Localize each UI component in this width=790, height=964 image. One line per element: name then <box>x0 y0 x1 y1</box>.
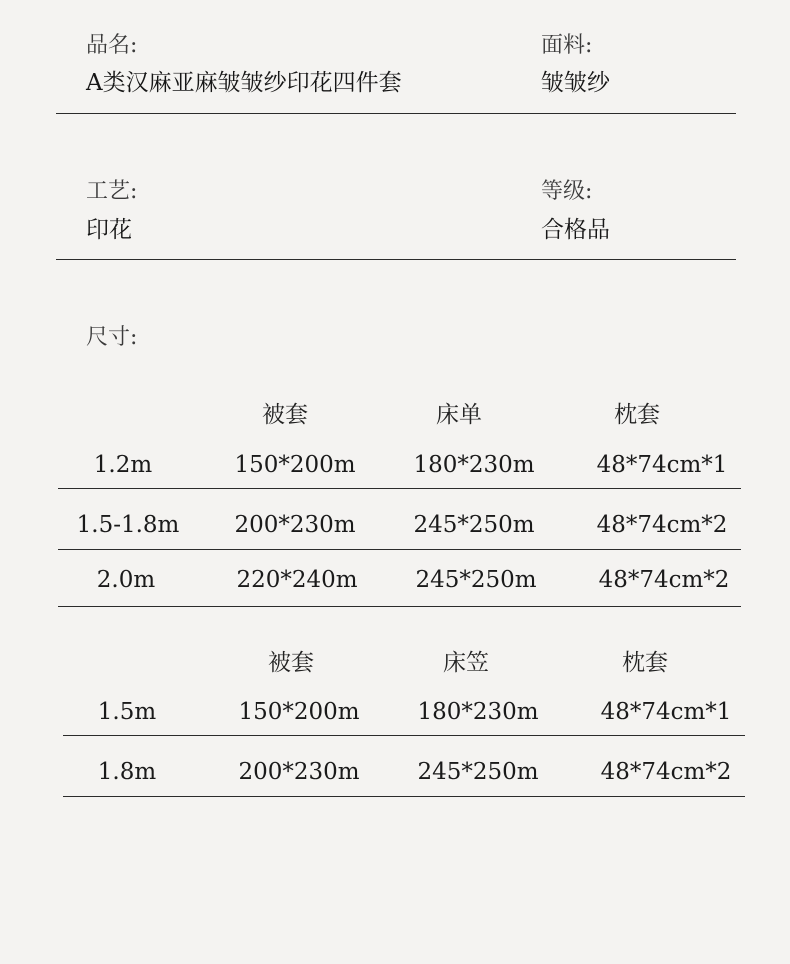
table-cell-size: 1.5m <box>97 699 157 725</box>
table-cell-sheet: 245*250m <box>415 567 537 593</box>
table-row-divider <box>63 735 745 736</box>
table-cell-duvet: 150*200m <box>238 699 360 725</box>
table-cell-size: 2.0m <box>96 567 156 593</box>
table-cell-sheet: 245*250m <box>417 759 539 785</box>
table-cell-size: 1.5-1.8m <box>76 512 180 538</box>
table-header: 枕套 <box>614 402 660 428</box>
craft-label: 工艺: <box>86 179 138 204</box>
table-header: 床单 <box>436 402 482 428</box>
table-cell-pillow: 48*74cm*1 <box>600 699 732 725</box>
craft-value: 印花 <box>86 217 132 243</box>
table-cell-sheet: 180*230m <box>417 699 539 725</box>
table-cell-duvet: 150*200m <box>234 452 356 478</box>
grade-label: 等级: <box>541 179 593 204</box>
size-label: 尺寸: <box>86 325 138 350</box>
table-header: 枕套 <box>622 650 668 676</box>
fabric-value: 皱皱纱 <box>541 70 610 96</box>
table-cell-sheet: 180*230m <box>413 452 535 478</box>
table-row-divider <box>58 549 741 550</box>
grade-value: 合格品 <box>541 217 610 243</box>
divider <box>56 113 736 114</box>
fabric-label: 面料: <box>541 33 593 58</box>
table-cell-sheet: 245*250m <box>413 512 535 538</box>
table-header: 被套 <box>268 650 314 676</box>
table-cell-pillow: 48*74cm*2 <box>596 512 728 538</box>
name-value: A类汉麻亚麻皱皱纱印花四件套 <box>86 70 402 96</box>
table-row-divider <box>58 488 741 489</box>
table-cell-pillow: 48*74cm*1 <box>596 452 728 478</box>
table-cell-size: 1.2m <box>93 452 153 478</box>
table-cell-duvet: 200*230m <box>234 512 356 538</box>
divider <box>56 259 736 260</box>
table-header: 被套 <box>262 402 308 428</box>
table-row-divider <box>58 606 741 607</box>
table-cell-size: 1.8m <box>97 759 157 785</box>
name-label: 品名: <box>86 33 138 58</box>
table-row-divider <box>63 796 745 797</box>
table-header: 床笠 <box>443 650 489 676</box>
table-cell-duvet: 220*240m <box>236 567 358 593</box>
table-cell-duvet: 200*230m <box>238 759 360 785</box>
table-cell-pillow: 48*74cm*2 <box>598 567 730 593</box>
table-cell-pillow: 48*74cm*2 <box>600 759 732 785</box>
